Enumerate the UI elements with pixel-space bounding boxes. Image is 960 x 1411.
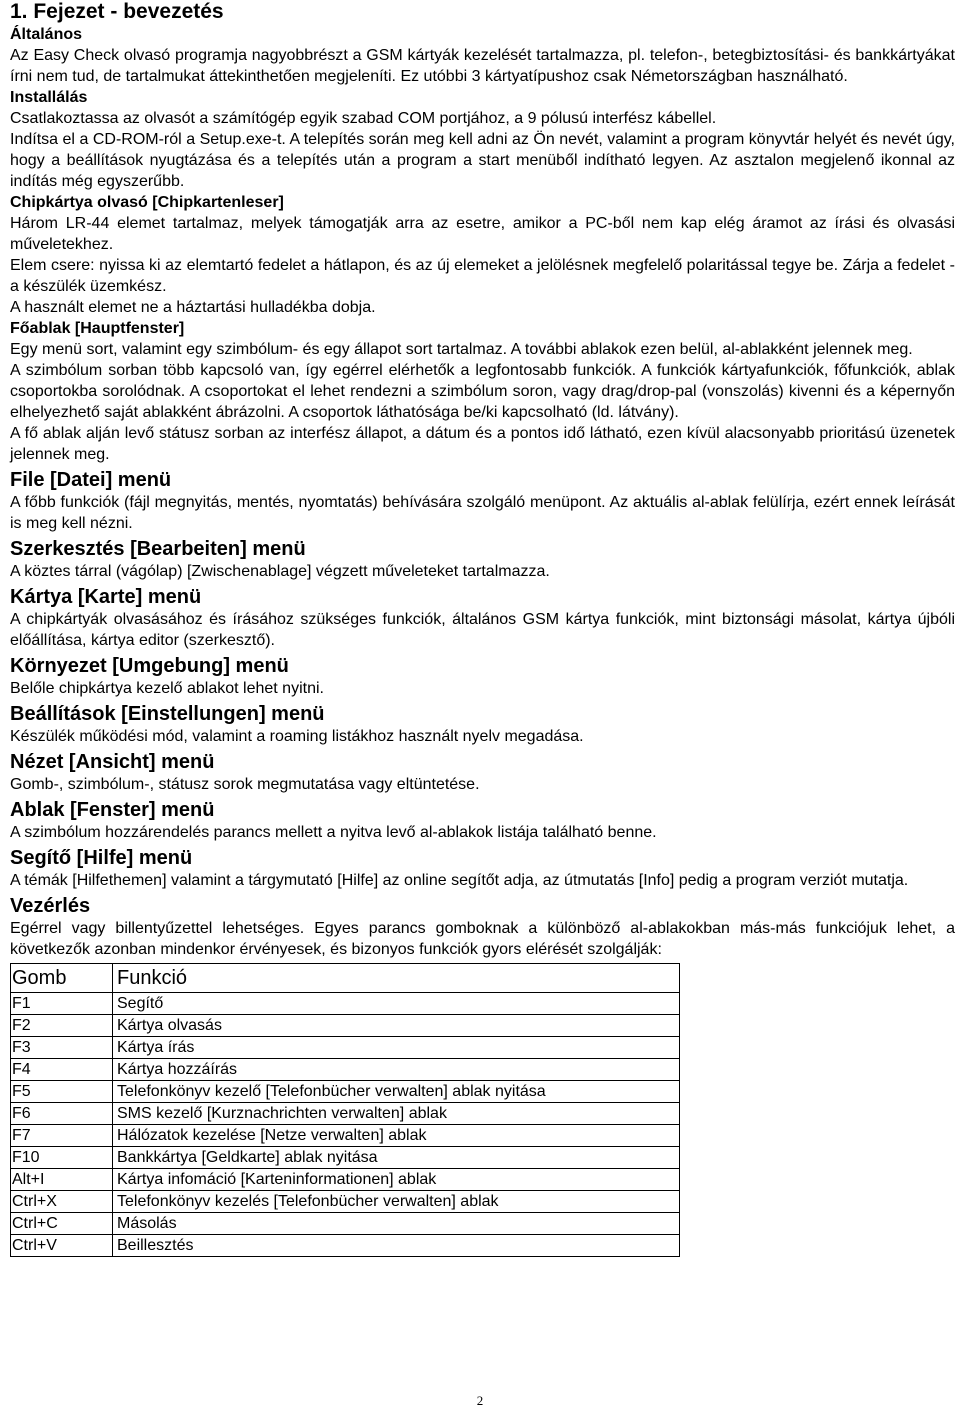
key-cell: F5 [11, 1081, 113, 1103]
section-heading: Kártya [Karte] menü [10, 586, 202, 608]
paragraph: A fő ablak alján levő státusz sorban az interfész állapot, a dátum és a pontos idő látható, ezen kívül alacsonyabb prioritású üzenetek jelennek meg. [10, 425, 955, 463]
table-row [11, 1235, 680, 1257]
key-cell: F6 [11, 1103, 113, 1125]
section-heading: Chipkártya olvasó [Chipkartenleser] [10, 194, 284, 211]
section-heading: Installálás [10, 89, 88, 106]
key-cell: F10 [11, 1147, 113, 1169]
paragraph: A főbb funkciók (fájl megnyitás, mentés, nyomtatás) behívására szolgáló menüpont. Az aktuális al-ablak felülírja, ezért ennek leírását is meg kell nézni. [10, 494, 955, 532]
section-heading: Főablak [Hauptfenster] [10, 320, 185, 337]
header-key: Gomb [11, 964, 113, 993]
table-row [11, 1037, 680, 1059]
section-heading: Általános [10, 26, 83, 43]
key-cell: F4 [11, 1059, 113, 1081]
page-number: 2 [476, 1393, 484, 1408]
table-row [11, 1015, 680, 1037]
paragraph: Csatlakoztassa az olvasót a számítógép egyik szabad COM portjához, a 9 pólusú interfész kábellel. [10, 110, 717, 127]
table-row [11, 1103, 680, 1125]
section-heading: Segítő [Hilfe] menü [10, 847, 193, 869]
key-table [10, 963, 680, 1257]
function-cell: Kártya írás [113, 1037, 680, 1059]
key-cell: F1 [11, 993, 113, 1015]
key-cell: Ctrl+C [11, 1213, 113, 1235]
function-cell: Telefonkönyv kezelő [Telefonbücher verwalten] ablak nyitása [113, 1081, 680, 1103]
table-header-row [11, 964, 680, 993]
table-row [11, 1081, 680, 1103]
table-row [11, 1059, 680, 1081]
function-cell: Bankkártya [Geldkarte] ablak nyitása [113, 1147, 680, 1169]
paragraph: A chipkártyák olvasásához és írásához szükséges funkciók, általános GSM kártya funkciók, mint biztonsági másolat, kártya újbóli előállítása, kártya editor (szerkesztő). [10, 611, 955, 649]
key-cell: F2 [11, 1015, 113, 1037]
function-cell: SMS kezelő [Kurznachrichten verwalten] ablak [113, 1103, 680, 1125]
function-cell: Segítő [113, 993, 680, 1015]
header-function: Funkció [113, 964, 680, 993]
paragraph: Egy menü sort, valamint egy szimbólum- és egy állapot sort tartalmaz. A további ablakok ezen belül, al-ablakként jelennek meg. [10, 341, 913, 358]
paragraph: A szimbólum hozzárendelés parancs mellett a nyitva levő al-ablakok listája található benne. [10, 824, 657, 841]
function-cell: Kártya olvasás [113, 1015, 680, 1037]
function-cell: Kártya hozzáírás [113, 1059, 680, 1081]
paragraph: Belőle chipkártya kezelő ablakot lehet nyitni. [10, 680, 324, 697]
sections-container [10, 24, 955, 960]
paragraph: A használt elemet ne a háztartási hulladékba dobja. [10, 299, 376, 316]
function-cell: Hálózatok kezelése [Netze verwalten] ablak [113, 1125, 680, 1147]
paragraph: Készülék működési mód, valamint a roaming listákhoz használt nyelv megadása. [10, 728, 584, 745]
key-cell: F7 [11, 1125, 113, 1147]
key-cell: Ctrl+X [11, 1191, 113, 1213]
paragraph: Elem csere: nyissa ki az elemtartó fedelet a hátlapon, és az új elemeket a jelölésnek megfelelő polaritással tegye be. Zárja a fedelet - a készülék üzemkész. [10, 257, 955, 295]
paragraph: Gomb-, szimbólum-, státusz sorok megmutatása vagy eltüntetése. [10, 776, 480, 793]
section-heading: Ablak [Fenster] menü [10, 799, 215, 821]
table-row [11, 1213, 680, 1235]
section-heading: Szerkesztés [Bearbeiten] menü [10, 538, 306, 560]
table-row [11, 1147, 680, 1169]
table-row [11, 993, 680, 1015]
key-cell: Ctrl+V [11, 1235, 113, 1257]
section-heading: File [Datei] menü [10, 469, 172, 491]
paragraph: A szimbólum sorban több kapcsoló van, így egérrel elérhetők a legfontosabb funkciók. A funkciók kártyafunkciók, főfunkciók, ablak csoportokba sorolódnak. A csoportokat el lehet rendezni a szimbólum soron, vagy drag/drop-pal (vonszolás) kivenni és a képernyőn elhelyezhető saját ablakként ábrázolni. A csoportok láthatósága be/ki kapcsolható (ld. látvány). [10, 362, 955, 421]
section-heading: Nézet [Ansicht] menü [10, 751, 215, 773]
function-cell: Beillesztés [113, 1235, 680, 1257]
table-row [11, 1169, 680, 1191]
key-cell: F3 [11, 1037, 113, 1059]
key-cell: Alt+I [11, 1169, 113, 1191]
paragraph: A köztes tárral (vágólap) [Zwischenablage] végzett műveleteket tartalmazza. [10, 563, 550, 580]
document-page [10, 0, 955, 1257]
function-cell: Telefonkönyv kezelés [Telefonbücher verwalten] ablak [113, 1191, 680, 1213]
table-row [11, 1191, 680, 1213]
function-cell: Kártya infomáció [Karteninformationen] ablak [113, 1169, 680, 1191]
section-heading: Környezet [Umgebung] menü [10, 655, 289, 677]
section-heading: Beállítások [Einstellungen] menü [10, 703, 325, 725]
paragraph: Indítsa el a CD-ROM-ról a Setup.exe-t. A telepítés során meg kell adni az Ön nevét, valamint a program könyvtár helyét és nevét úgy, hogy a beállítások nyugtázása és a telepítés után a program a start menüből indítható legyen. Az asztalon megjelenő ikonnal az indítás még egyszerűbb. [10, 131, 955, 190]
chapter-title: 1. Fejezet - bevezetés [10, 0, 224, 23]
table-row [11, 1125, 680, 1147]
paragraph: Egérrel vagy billentyűzettel lehetséges. Egyes parancs gomboknak a különböző al-ablakokban más-más funkciójuk lehet, a következők azonban mindenkor érvényesek, és bizonyos funkciók gyors elérését szolgálják: [10, 920, 955, 958]
paragraph: Három LR-44 elemet tartalmaz, melyek támogatják arra az esetre, amikor a PC-ből nem kap elég áramot az írási és olvasási műveletekhez. [10, 215, 955, 253]
function-cell: Másolás [113, 1213, 680, 1235]
paragraph: Az Easy Check olvasó programja nagyobbrészt a GSM kártyák kezelését tartalmazza, pl. telefon-, betegbiztosítási- és bankkártyákat írni nem tud, de tartalmukat áttekinthetően megjeleníti. Ez utóbbi 3 kártyatípushoz csak Németországban használható. [10, 47, 955, 85]
section-heading: Vezérlés [10, 895, 91, 917]
paragraph: A témák [Hilfethemen] valamint a tárgymutató [Hilfe] az online segítőt adja, az útmutatás [Info] pedig a program verziót mutatja. [10, 872, 909, 889]
